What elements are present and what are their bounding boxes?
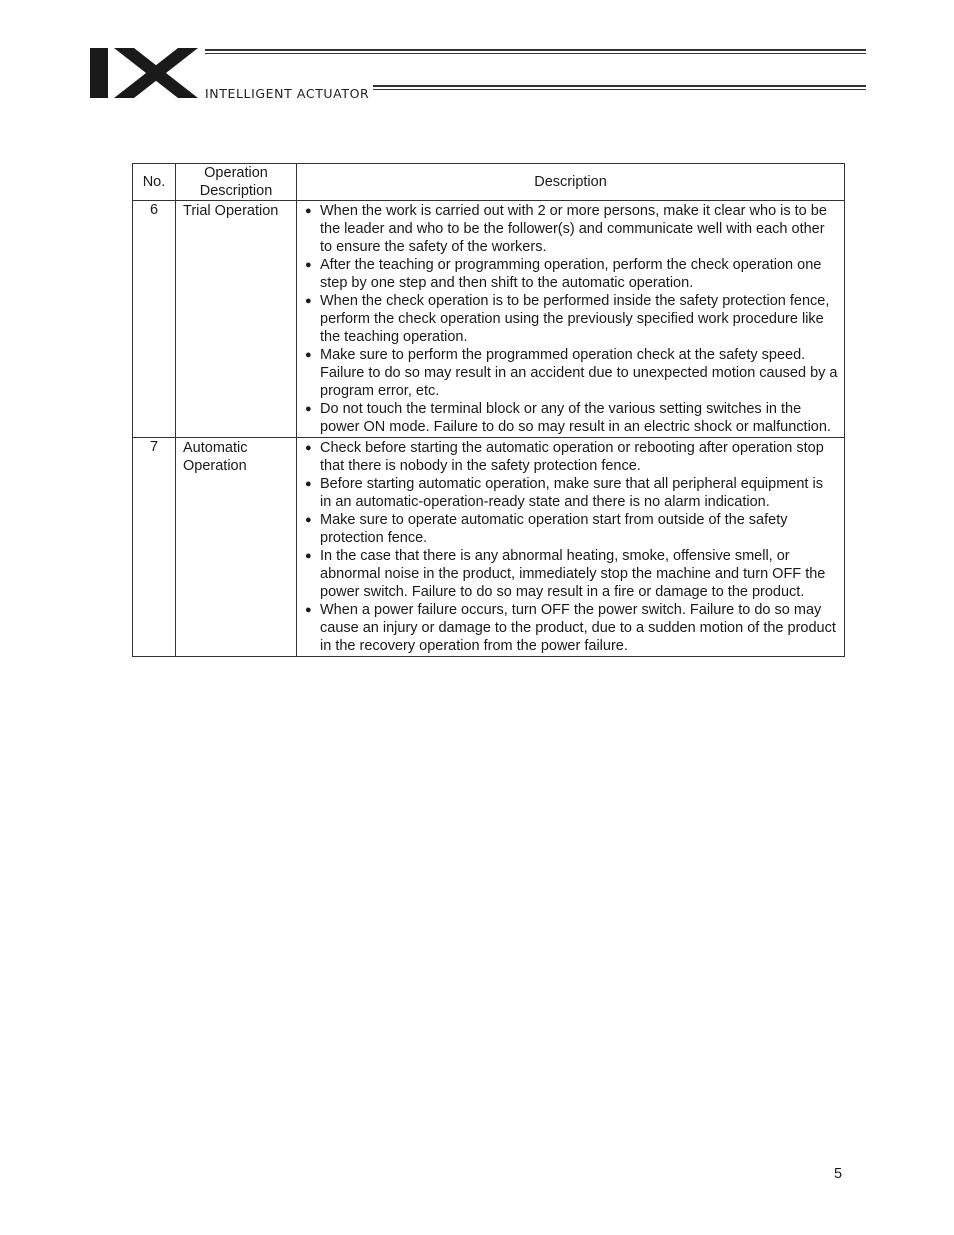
brand-name: INTELLIGENT ACTUATOR xyxy=(205,86,370,101)
operation-table xyxy=(132,163,845,657)
page-number: 5 xyxy=(834,1166,843,1182)
list-item: ● Before starting automatic operation, make sure that all peripheral equipment is in an automatic-operation-ready state and there is no alarm indication. xyxy=(305,476,823,510)
list-item: ● In the case that there is any abnormal heating, smoke, offensive smell, or abnormal noise in the product, immediately stop the machine and turn OFF the power switch. Failure to do so may result in a fire or damage to the product. xyxy=(305,548,826,600)
bullet-list xyxy=(297,438,844,656)
header-operation xyxy=(176,164,297,201)
row-operation xyxy=(176,438,297,657)
list-item: ● Make sure to operate automatic operation start from outside of the safety protection fence. xyxy=(305,512,788,546)
bullet-icon: ● xyxy=(305,259,312,271)
page-header xyxy=(0,0,954,110)
table-row xyxy=(133,201,845,438)
row-no: 7 xyxy=(133,438,176,657)
bullet-icon: ● xyxy=(305,205,312,217)
list-item: ● When the work is carried out with 2 or more persons, make it clear who is to be the leader and who to be the follower(s) and communicate well with each other to ensure the safety of the workers. xyxy=(305,203,827,255)
list-item: ● When the check operation is to be performed inside the safety protection fence, perform the check operation using the previously specified work procedure like the teaching operation. xyxy=(305,293,830,345)
bullet-icon: ● xyxy=(305,550,312,562)
bullet-icon: ● xyxy=(305,442,312,454)
header-no: No. xyxy=(133,164,176,201)
ix-logo xyxy=(90,46,200,100)
bullet-icon: ● xyxy=(305,403,312,415)
row-operation xyxy=(176,201,297,438)
bullet-icon: ● xyxy=(305,514,312,526)
bullet-list xyxy=(297,201,844,437)
table-row xyxy=(133,438,845,657)
list-item: ● Do not touch the terminal block or any of the various setting switches in the power ON mode. Failure to do so may result in an electric shock or malfunction. xyxy=(305,401,831,435)
row-operation-label: Automatic Operation xyxy=(183,440,248,474)
row-no: 6 xyxy=(133,201,176,438)
list-item: ● After the teaching or programming operation, perform the check operation one step by one step and then shift to the automatic operation. xyxy=(305,257,822,291)
table-header-row xyxy=(133,164,845,201)
bullet-icon: ● xyxy=(305,349,312,361)
row-description xyxy=(297,438,845,657)
list-item: ● Check before starting the automatic operation or rebooting after operation stop that there is nobody in the safety protection fence. xyxy=(305,440,824,474)
row-description xyxy=(297,201,845,438)
list-item: ● When a power failure occurs, turn OFF the power switch. Failure to do so may cause an injury or damage to the product, due to a sudden motion of the product in the recovery operation from the power failure. xyxy=(305,602,836,654)
row-operation-label: Trial Operation xyxy=(183,203,279,219)
header-description: Description xyxy=(297,164,845,201)
bullet-icon: ● xyxy=(305,478,312,490)
bullet-icon: ● xyxy=(305,295,312,307)
list-item: ● Make sure to perform the programmed operation check at the safety speed. Failure to do so may result in an accident due to unexpected motion caused by a program error, etc. xyxy=(305,347,838,399)
header-operation-label: Operation Description xyxy=(199,165,273,199)
bullet-icon: ● xyxy=(305,604,312,616)
